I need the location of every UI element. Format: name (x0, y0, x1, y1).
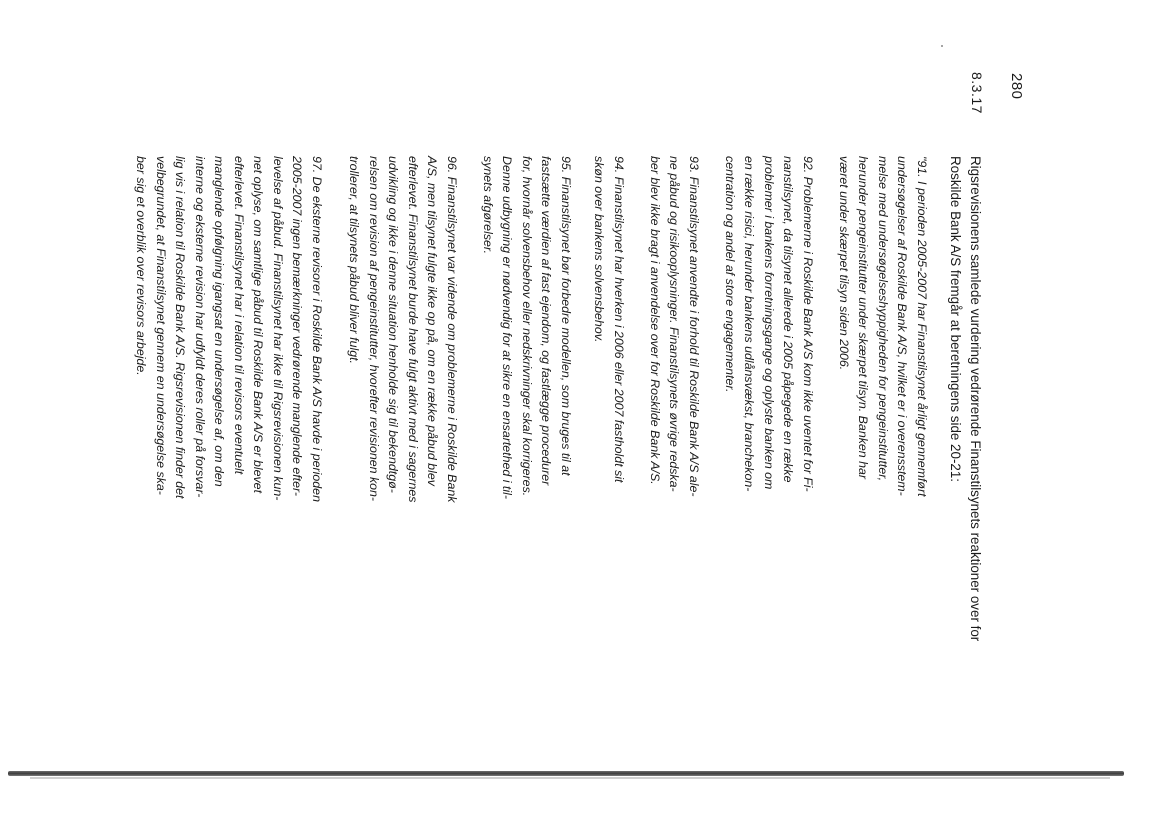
paragraph-line: udvikling og ikke i denne situation henholde sig til bekendtgø- (386, 156, 401, 493)
paragraph-line: været under skærpet tilsyn siden 2006. (837, 156, 851, 371)
paragraph-line: lig vis i relation til Roskilde Bank A/S. Rigsrevisionen finder det (173, 156, 188, 499)
paragraph-line: 95. Finanstilsynet bør forbedre modellen, som bruges til at (559, 156, 573, 476)
paragraph-line: for, hvornår solvensbehov eller nedskrivninger skal korrigeres. (520, 156, 534, 497)
paragraph-96 (344, 156, 461, 581)
paragraph-line: "91. I perioden 2005-2007 har Finanstilsynet årligt gennemført (915, 156, 929, 497)
paragraph-line: 92. Problemerne i Roskilde Bank A/S kom ikke uventet for Fi- (801, 156, 815, 492)
paragraph-line: ne påbud og risikooplysninger. Finanstilsynets øvrige redska- (667, 156, 682, 492)
paragraph-95 (478, 156, 576, 581)
paragraph-line: undersøgelser af Roskilde Bank A/S, hvilket er i overensstem- (895, 156, 910, 496)
paragraph-line: efterlevet. Finanstilsynet burde have fulgt aktivt med i sagernes (406, 156, 420, 503)
scan-speck (941, 45, 943, 47)
paragraph-line: nanstilsynet, da tilsynet allerede i 2005 påpegede en række (781, 156, 796, 483)
paragraph-line: fastsætte værdien af fast ejendom, og fastlægge procedurer (539, 156, 554, 486)
paragraph-line: interne og eksterne revision har udfyldt deres roller på forsvar- (193, 156, 207, 498)
scan-edge-shadow (30, 777, 1110, 779)
paragraph-line: synets afgørelser. (481, 156, 495, 255)
paragraph-94 (589, 156, 628, 581)
paragraph-line: 96. Finanstilsynet var vidende om problemerne i Roskilde Bank (445, 156, 459, 503)
paragraph-line: ber blev ikke bragt i anvendelse over for Roskilde Bank A/S. (648, 156, 662, 485)
paragraph-line: relsen om revision af pengeinstitutter, hvorefter revisionen kon- (367, 156, 381, 502)
paragraph-92 (720, 156, 818, 581)
paragraph-line: 2005-2007 ingen bemærkninger vedrørende manglende efter- (290, 156, 305, 497)
paragraph-line: A/S, men tilsynet fulgte ikke op på, om en række påbud blev (425, 156, 440, 486)
paragraph-line: efterlevet. Finanstilsynet har i relation til revisors eventuelt (232, 156, 246, 475)
paragraph-line: herunder pengeinstitutter under skærpet tilsyn. Banken har (856, 156, 871, 480)
paragraph-91 (834, 156, 932, 581)
section-heading: Rigsrevisionens samlede vurdering vedrørende Finanstilsynets reaktioner over for Roskilde Bank A/S fremgår at beretningens side 20-21: (948, 156, 983, 642)
scan-edge-rule (8, 771, 1124, 776)
paragraph-line: en række risici, herunder bankens udlånsvækst, branchekon- (742, 156, 757, 492)
paragraph-97 (131, 156, 326, 581)
paragraph-line: manglende opfølgning igangsat en undersøgelse af, om den (212, 156, 227, 487)
paragraph-line: net oplyse, om samtlige påbud til Roskilde Bank A/S er blevet (251, 156, 266, 494)
paragraph-line: 97. De eksterne revisorer i Roskilde Bank A/S havde i perioden (310, 156, 324, 502)
paragraph-line: problemer i bankens forretningsgange og oplyste banken om (762, 156, 776, 490)
paragraph-line: trollerer, at tilsynets påbud bliver fulgt. (347, 156, 362, 364)
paragraph-93 (645, 156, 704, 581)
paragraph-line: 94. Finanstilsynet har hverken i 2006 eller 2007 fastholdt sit (612, 156, 626, 483)
paragraph-line: centration og andel af store engagementer. (723, 156, 737, 393)
paragraph-line: levelse af påbud. Finanstilsynet har ikke til Rigsrevisionen kun- (271, 156, 285, 501)
paragraph-line: Denne udbygning er nødvendig for at sikre en ensartethed i til- (500, 156, 515, 500)
paragraph-line: 93. Finanstilsynet anvendte i forhold til Roskilde Bank A/S ale- (687, 156, 701, 497)
paragraph-line: skøn over bankens solvensbehov. (592, 156, 607, 343)
paragraph-line: melse med undersøgelseshyppigheden for pengeinstitutter, (876, 156, 890, 482)
paragraph-line: velbegrundet, at Finanstilsynet gennem en undersøgelse ska- (154, 156, 168, 495)
section-number: 8.3.17 (969, 72, 985, 114)
paragraph-line: ber sig et overblik over revisors arbejde. (134, 156, 149, 376)
page-number: 280 (1008, 73, 1025, 100)
